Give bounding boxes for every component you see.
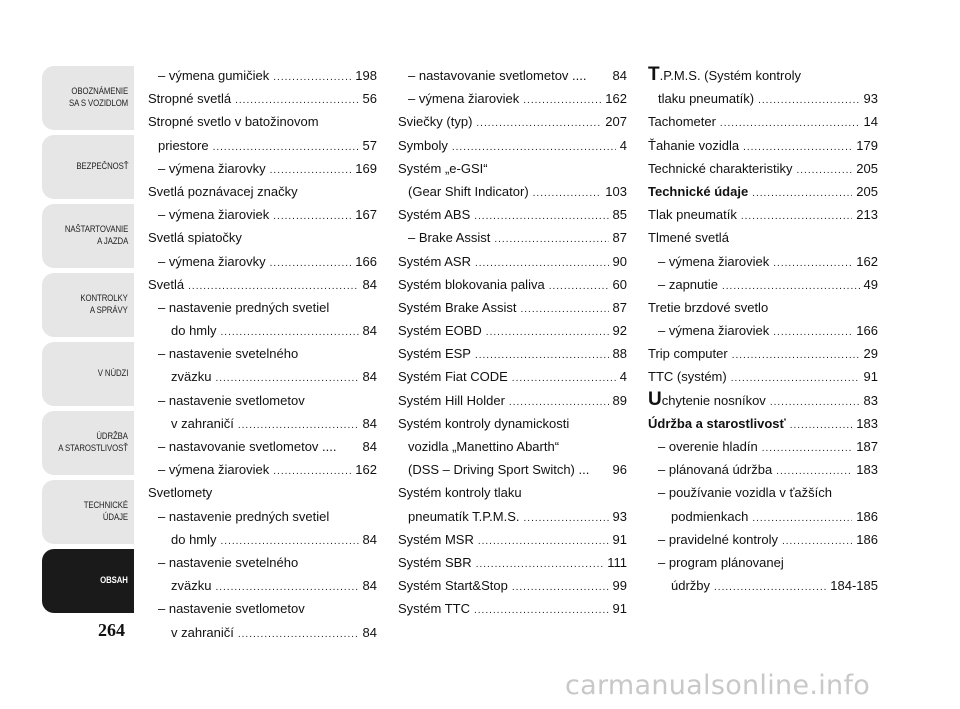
entry-text: – nastavenie svetelného (158, 554, 299, 570)
dot-leader (452, 136, 616, 159)
index-entry (398, 574, 627, 597)
entry-text: Systém Start&Stop (398, 578, 508, 594)
tab-label: KONTROLKY A SPRÁVY (80, 293, 128, 316)
entry-text: – výmena žiarovky (158, 160, 266, 176)
entry-text: – Brake Assist (408, 230, 491, 246)
entry-text: Systém ABS (398, 207, 471, 223)
entry-text: – nastavovanie svetlometov .... (408, 68, 587, 83)
entry-text: Systém Hill Holder (398, 392, 505, 408)
entry-page[interactable]: 187 (856, 439, 878, 454)
entry-page[interactable]: 91 (612, 531, 627, 547)
entry-page[interactable]: 169 (355, 160, 377, 176)
entry-text: Systém ESP (398, 346, 471, 362)
dot-leader (494, 228, 608, 251)
index-entry (398, 273, 627, 296)
dot-leader (714, 576, 826, 599)
dot-leader (273, 205, 351, 228)
dot-leader (221, 530, 359, 553)
dot-leader (221, 321, 359, 344)
index-entry (148, 481, 377, 504)
dot-leader (731, 367, 860, 390)
entry-text: – nastavovanie svetlometov .... (158, 439, 337, 454)
dot-leader (273, 460, 351, 483)
index-entry (648, 226, 878, 249)
dot-leader (720, 112, 860, 135)
entry-text: vozidla „Manettino Abarth“ (408, 439, 560, 454)
index-entry (148, 505, 377, 528)
entry-page[interactable]: 84 (362, 439, 377, 454)
index-entry (648, 389, 878, 412)
index-entry (148, 597, 377, 620)
index-entry (398, 365, 627, 388)
dot-leader (475, 252, 609, 275)
index-entry (148, 365, 377, 388)
dot-leader (474, 599, 609, 622)
index-column-2 (398, 64, 627, 621)
index-entry (398, 481, 627, 504)
entry-page[interactable]: 4 (619, 369, 627, 385)
entry-page[interactable]: 84 (612, 68, 627, 83)
entry-page[interactable]: 57 (362, 137, 377, 153)
index-entry (148, 64, 377, 87)
entry-text: zväzku (171, 369, 212, 385)
index-entry (148, 574, 377, 597)
entry-page[interactable]: 99 (612, 578, 627, 594)
index-entry (148, 528, 377, 551)
tab-bezpečnosť[interactable] (42, 135, 134, 199)
entry-text: Symboly (398, 137, 448, 153)
tab-naštartovanie-a-jazda[interactable] (42, 204, 134, 268)
index-entry (648, 342, 878, 365)
entry-text: – výmena žiaroviek (658, 253, 770, 269)
dot-leader (741, 205, 852, 228)
entry-text: – nastavenie predných svetiel (158, 299, 330, 315)
index-entry (148, 273, 377, 296)
entry-text: – výmena žiaroviek (658, 323, 770, 339)
index-entry (398, 157, 627, 180)
entry-text: Ťahanie vozidla (648, 137, 740, 153)
entry-text: Svetlá (148, 276, 185, 292)
dot-leader (776, 460, 852, 483)
index-entry (148, 412, 377, 435)
index-entry (398, 87, 627, 110)
entry-page[interactable]: 93 (612, 508, 627, 524)
index-entry (398, 226, 627, 249)
entry-text: podmienkach (671, 508, 749, 524)
index-entry (648, 365, 878, 388)
dot-leader (524, 507, 609, 530)
entry-page[interactable]: 87 (612, 230, 627, 246)
entry-text: – zapnutie (658, 276, 718, 292)
entry-text: Systém „e-GSI“ (398, 160, 488, 176)
index-entry (148, 435, 377, 458)
index-entry (648, 574, 878, 597)
dot-leader (512, 576, 609, 599)
entry-text: Svetlomety (148, 485, 213, 501)
entry-page[interactable]: 84 (362, 624, 377, 640)
dot-leader (270, 252, 352, 275)
entry-page[interactable]: 4 (619, 137, 627, 153)
entry-page[interactable]: 84 (362, 276, 377, 292)
entry-text: TTC (systém) (648, 369, 727, 385)
dot-leader (213, 136, 359, 159)
entry-page[interactable]: 60 (612, 276, 627, 292)
index-column-3 (648, 64, 878, 597)
entry-page[interactable]: 166 (355, 253, 377, 269)
index-entry (398, 203, 627, 226)
index-entry (148, 87, 377, 110)
index-entry (648, 481, 878, 504)
entry-text: – výmena gumičiek (158, 68, 270, 83)
dot-leader (743, 136, 852, 159)
entry-text: zväzku (171, 578, 212, 594)
entry-text: v zahraničí (171, 624, 234, 640)
entry-text: (Gear Shift Indicator) (408, 183, 529, 199)
entry-page[interactable]: 84 (362, 323, 377, 339)
entry-page[interactable]: 184-185 (830, 578, 878, 594)
index-entry (648, 110, 878, 133)
entry-page[interactable]: 179 (856, 137, 878, 153)
index-entry (148, 134, 377, 157)
dot-leader (238, 623, 359, 646)
entry-text: Tretie brzdové svetlo (648, 299, 769, 315)
entry-page[interactable]: 183 (856, 415, 878, 431)
entry-text: Systém kontroly tlaku (398, 485, 522, 501)
entry-page[interactable]: 56 (362, 91, 377, 107)
entry-page[interactable]: 205 (856, 183, 878, 199)
entry-page[interactable]: 84 (362, 415, 377, 431)
tab-oboznámenie-sa-s-vozidlom[interactable] (42, 66, 134, 130)
dot-leader (273, 66, 351, 89)
tab-label: OBSAH (100, 575, 128, 586)
entry-text: – nastavenie svetelného (158, 346, 299, 362)
dot-leader (782, 530, 852, 553)
tab-label: OBOZNÁMENIE SA S VOZIDLOM (68, 86, 128, 109)
dot-leader (790, 414, 853, 437)
entry-text: Sviečky (typ) (398, 114, 473, 130)
page-number: 264 (98, 620, 125, 640)
entry-text: – overenie hladín (658, 439, 758, 454)
entry-text-rest: chytenie nosníkov (661, 392, 766, 408)
entry-page[interactable]: 162 (605, 91, 627, 107)
entry-text: Trip computer (648, 346, 728, 362)
dot-leader (773, 321, 852, 344)
index-entry (148, 226, 377, 249)
entry-text: Systém SBR (398, 554, 472, 570)
entry-page[interactable]: 29 (863, 346, 878, 362)
dot-leader (758, 89, 859, 112)
tab-v-núdzi[interactable] (42, 342, 134, 406)
index-entry (398, 412, 627, 435)
dot-leader (752, 182, 852, 205)
entry-page[interactable]: 89 (612, 392, 627, 408)
entry-text: – výmena žiaroviek (158, 462, 270, 478)
dot-leader (533, 182, 602, 205)
entry-text: Tlmené svetlá (648, 230, 729, 246)
index-entry (398, 528, 627, 551)
entry-text: – výmena žiaroviek (408, 91, 520, 107)
entry-text: do hmly (171, 531, 217, 547)
entry-page[interactable]: 92 (612, 323, 627, 339)
entry-text: Stropné svetlá (148, 91, 232, 107)
dot-leader (797, 159, 853, 182)
dot-leader (732, 344, 860, 367)
index-entry (148, 458, 377, 481)
entry-page[interactable]: 186 (856, 531, 878, 547)
index-entry (648, 250, 878, 273)
entry-page[interactable]: 14 (863, 114, 878, 130)
entry-text: Systém blokovania paliva (398, 276, 545, 292)
entry-text: Technické charakteristiky (648, 160, 793, 176)
dot-leader (773, 252, 852, 275)
entry-text: v zahraničí (171, 415, 234, 431)
index-entry (148, 180, 377, 203)
index-entry (648, 203, 878, 226)
index-entry (648, 273, 878, 296)
entry-text: Systém TTC (398, 601, 470, 617)
entry-text: Systém kontroly dynamickosti (398, 415, 570, 431)
index-entry (648, 134, 878, 157)
entry-page[interactable]: 90 (612, 253, 627, 269)
index-entry (648, 87, 878, 110)
entry-page[interactable]: 183 (856, 462, 878, 478)
index-entry (148, 203, 377, 226)
index-entry (398, 389, 627, 412)
entry-page[interactable]: 93 (863, 91, 878, 107)
entry-page[interactable]: 167 (355, 207, 377, 223)
entry-text: priestore (158, 137, 209, 153)
entry-text: – nastavenie svetlometov (158, 392, 305, 408)
entry-page[interactable]: 103 (605, 183, 627, 199)
dot-leader (475, 344, 609, 367)
index-entry (398, 505, 627, 528)
index-entry (148, 389, 377, 412)
entry-page[interactable]: 84 (362, 369, 377, 385)
tab-label: ÚDRŽBA A STAROSTLIVOSŤ (58, 431, 128, 454)
dot-leader (752, 507, 852, 530)
index-entry (148, 296, 377, 319)
dot-leader (215, 367, 358, 390)
dot-leader (770, 391, 860, 414)
index-entry (398, 64, 627, 87)
tab-kontrolky-a-správy[interactable] (42, 273, 134, 337)
dot-leader (476, 112, 601, 135)
entry-text: pneumatík T.P.M.S. (408, 508, 520, 524)
index-entry (398, 551, 627, 574)
dot-leader (512, 367, 616, 390)
entry-text (648, 389, 766, 412)
index-entry (148, 621, 377, 644)
index-entry (398, 319, 627, 342)
entry-text: – nastavenie predných svetiel (158, 508, 330, 524)
index-entry (398, 250, 627, 273)
index-entry (648, 64, 878, 87)
entry-page[interactable]: 84 (362, 578, 377, 594)
index-entry (648, 412, 878, 435)
entry-text: Svetlá spiatočky (148, 230, 242, 246)
entry-page[interactable]: 84 (362, 531, 377, 547)
entry-text: – výmena žiaroviek (158, 207, 270, 223)
entry-initial-letter: U (648, 388, 662, 410)
entry-text: Systém EOBD (398, 323, 482, 339)
index-entry (398, 134, 627, 157)
entry-text-rest: .P.M.S. (Systém kontroly (659, 68, 801, 83)
entry-text: Systém MSR (398, 531, 474, 547)
dot-leader (474, 205, 608, 228)
entry-initial-letter: T (648, 64, 660, 85)
entry-page[interactable]: 96 (612, 462, 627, 478)
entry-text: Systém Brake Assist (398, 299, 517, 315)
dot-leader (762, 437, 853, 460)
index-entry (648, 528, 878, 551)
dot-leader (478, 530, 609, 553)
dot-leader (188, 275, 358, 298)
entry-text: Systém ASR (398, 253, 471, 269)
dot-leader (476, 553, 604, 576)
entry-page[interactable]: 91 (863, 369, 878, 385)
tab-label: V NÚDZI (97, 368, 128, 379)
tab-technické-údaje[interactable] (42, 480, 134, 544)
dot-leader (722, 275, 860, 298)
watermark: carmanualsonline.info (565, 670, 871, 701)
index-entry (398, 435, 627, 458)
entry-page[interactable]: 213 (856, 207, 878, 223)
dot-leader (520, 298, 608, 321)
entry-page[interactable]: 83 (863, 392, 878, 408)
entry-text: Svetlá poznávacej značky (148, 183, 298, 199)
entry-text: údržby (671, 578, 711, 594)
entry-text: – výmena žiarovky (158, 253, 266, 269)
dot-leader (235, 89, 358, 112)
entry-text: – plánovaná údržba (658, 462, 773, 478)
entry-text: Údržba a starostlivosť (648, 415, 786, 431)
index-entry (398, 296, 627, 319)
entry-text: Systém Fiat CODE (398, 369, 508, 385)
entry-text: Technické údaje (648, 183, 749, 199)
index-entry (148, 110, 377, 133)
entry-text: Tlak pneumatík (648, 207, 737, 223)
entry-page[interactable]: 198 (355, 68, 377, 83)
dot-leader (509, 391, 609, 414)
index-entry (648, 435, 878, 458)
index-entry (648, 458, 878, 481)
index-entry (398, 180, 627, 203)
index-entry (648, 551, 878, 574)
index-column-1 (148, 64, 377, 644)
tab-label: BEZPEČNOSŤ (76, 161, 128, 172)
entry-page[interactable]: 91 (612, 601, 627, 617)
dot-leader (486, 321, 609, 344)
index-entry (398, 458, 627, 481)
index-entry (648, 157, 878, 180)
index-entry (148, 342, 377, 365)
index-entry (148, 157, 377, 180)
index-entry (148, 319, 377, 342)
index-entry (648, 296, 878, 319)
entry-page[interactable]: 166 (856, 323, 878, 339)
entry-page[interactable]: 87 (612, 299, 627, 315)
dot-leader (215, 576, 358, 599)
entry-page[interactable]: 205 (856, 160, 878, 176)
tab-obsah[interactable] (42, 549, 134, 613)
entry-text: – pravidelné kontroly (658, 531, 778, 547)
entry-page[interactable]: 111 (607, 554, 627, 570)
tab-label: TECHNICKÉ ÚDAJE (83, 500, 128, 523)
index-entry (398, 342, 627, 365)
dot-leader (238, 414, 359, 437)
entry-text: tlaku pneumatík) (658, 91, 755, 107)
entry-text (648, 64, 801, 87)
entry-page[interactable]: 162 (856, 253, 878, 269)
entry-text: do hmly (171, 323, 217, 339)
index-entry (648, 319, 878, 342)
entry-page[interactable]: 186 (856, 508, 878, 524)
dot-leader (270, 159, 352, 182)
tab-label: NAŠTARTOVANIE A JAZDA (64, 224, 128, 247)
index-entry (648, 180, 878, 203)
index-entry (398, 597, 627, 620)
entry-text: Stropné svetlo v batožinovom (148, 114, 319, 130)
entry-text: Tachometer (648, 114, 716, 130)
dot-leader (523, 89, 601, 112)
index-entry (398, 110, 627, 133)
entry-page[interactable]: 207 (605, 114, 627, 130)
entry-page[interactable]: 85 (612, 207, 627, 223)
entry-page[interactable]: 162 (355, 462, 377, 478)
index-entry (648, 505, 878, 528)
entry-text: – používanie vozidla v ťažších (658, 485, 832, 501)
index-entry (148, 250, 377, 273)
entry-text: – nastavenie svetlometov (158, 601, 305, 617)
tab-údržba-a-starostlivosť[interactable] (42, 411, 134, 475)
entry-page[interactable]: 88 (612, 346, 627, 362)
entry-page[interactable]: 49 (863, 276, 878, 292)
entry-text: – program plánovanej (658, 554, 784, 570)
dot-leader (549, 275, 609, 298)
index-entry (148, 551, 377, 574)
entry-text: (DSS – Driving Sport Switch) ... (408, 462, 590, 478)
